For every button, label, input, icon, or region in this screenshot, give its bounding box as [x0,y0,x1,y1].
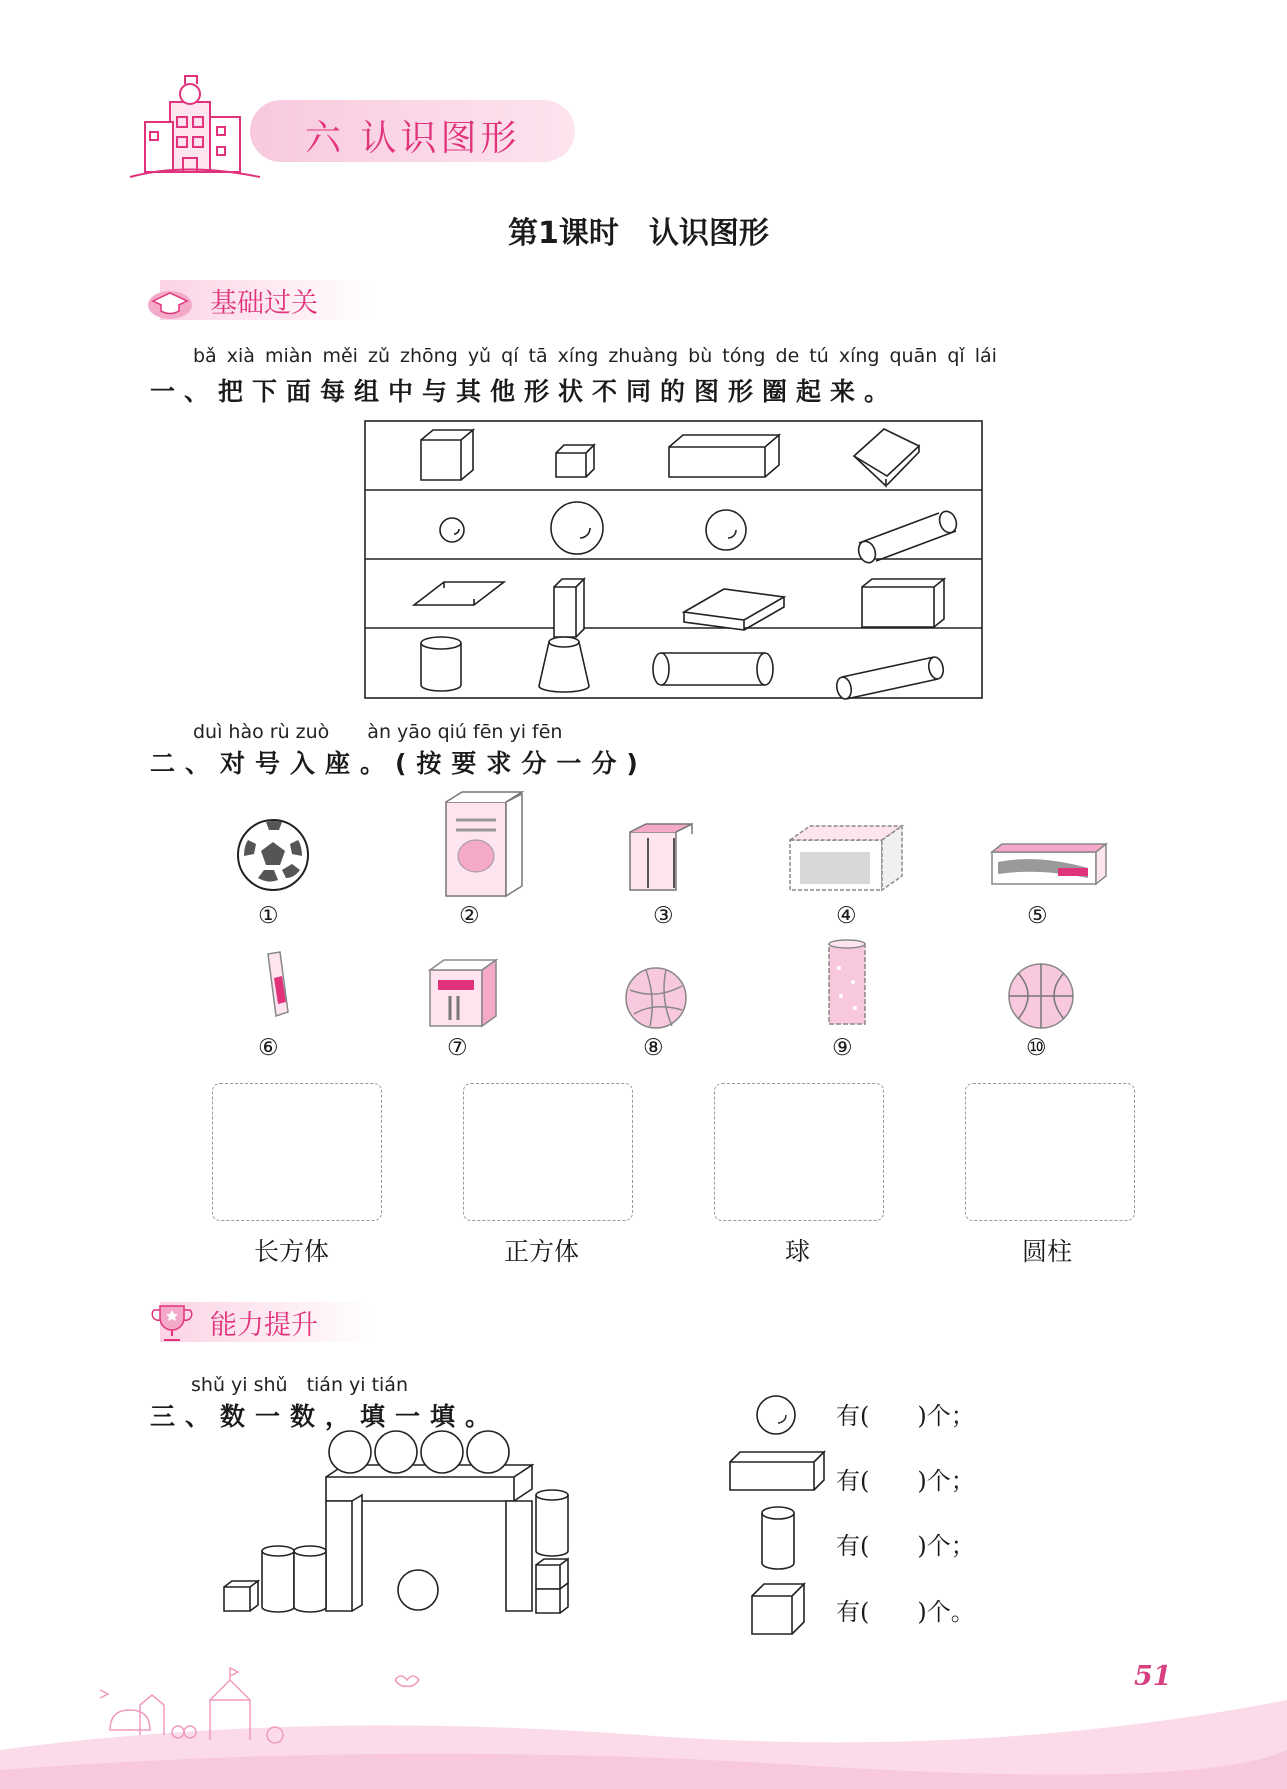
soccer-ball-image [236,818,310,892]
answer-box-cylinder[interactable] [965,1083,1135,1221]
sphere-large-shape [551,502,603,554]
legend-cube-shape [750,1582,808,1636]
answer-line-cylinder[interactable]: 有( )个； [836,1532,975,1560]
answer-line-cuboid[interactable]: 有( )个； [836,1467,975,1495]
milk-carton-image [442,790,526,900]
cylinder-upright-shape [421,637,461,691]
storage-box-image [786,822,906,894]
category-label-cube: 正方体 [504,1237,580,1266]
open-box-image [626,822,698,894]
category-label-cuboid: 长方体 [254,1237,330,1266]
legend-cylinder-shape [758,1503,798,1575]
item-number-7: ⑦ [447,1035,468,1061]
cuboid-box-shape [862,579,944,627]
q3-pinyin: shǔ yi shǔ tián yi tián [191,1374,408,1396]
gift-box-image [426,956,502,1030]
pink-ball-image [624,966,688,1030]
sphere-small-shape [440,518,464,542]
q2-pinyin: duì hào rù zuò àn yāo qiú fēn yi fēn [193,721,563,743]
q1-text: 一、把下面每组中与其他形状不同的图形圈起来。 [150,377,899,406]
item-number-1: ① [258,903,279,929]
glue-stick-image [258,948,292,1026]
chapter-title: 六 认识图形 [305,118,521,159]
basketball-image [1006,961,1076,1031]
answer-box-sphere[interactable] [714,1083,884,1221]
section-label-advanced: 能力提升 [210,1310,318,1341]
item-number-8: ⑧ [643,1035,664,1061]
footer-wave-decoration [0,1640,1287,1789]
toothpaste-box-image [988,840,1110,890]
item-number-6: ⑥ [258,1035,279,1061]
section-label-basic: 基础过关 [210,288,318,319]
graduation-cap-icon [145,283,195,321]
block-structure-figure [220,1425,580,1625]
answer-line-cube[interactable]: 有( )个。 [836,1598,975,1626]
item-number-10: ⑩ [1026,1035,1047,1061]
cube-large-shape [421,430,473,480]
cube-small-shape [556,445,594,477]
lesson-title: 第1课时 认识图形 [508,216,769,251]
sphere-medium-shape [706,510,746,550]
answer-box-cube[interactable] [463,1083,633,1221]
pink-can-image [825,938,869,1030]
school-building-illustration [125,72,265,182]
cuboid-long-shape [669,435,779,477]
category-label-cylinder: 圆柱 [1022,1237,1073,1266]
item-number-5: ⑤ [1027,903,1048,929]
answer-line-sphere[interactable]: 有( )个； [836,1402,975,1430]
q1-shape-table [364,420,983,700]
trophy-icon [150,1302,194,1344]
item-number-2: ② [459,903,480,929]
item-number-9: ⑨ [832,1035,853,1061]
answer-box-cuboid[interactable] [212,1083,382,1221]
item-number-4: ④ [836,903,857,929]
legend-cuboid-shape [728,1448,828,1494]
category-label-sphere: 球 [785,1237,811,1266]
q1-pinyin: bǎ xià miàn měi zǔ zhōng yǔ qí tā xíng zhuàng bù tóng de tú xíng quān qǐ lái [193,345,997,367]
cuboid-tall-shape [554,579,584,637]
q3-text: 三、数一数，填一填。 [150,1402,501,1431]
q2-text: 二、对号入座。(按要求分一分) [150,749,648,778]
legend-sphere-shape [754,1393,798,1437]
page-number: 51 [1134,1661,1172,1692]
item-number-3: ③ [653,903,674,929]
